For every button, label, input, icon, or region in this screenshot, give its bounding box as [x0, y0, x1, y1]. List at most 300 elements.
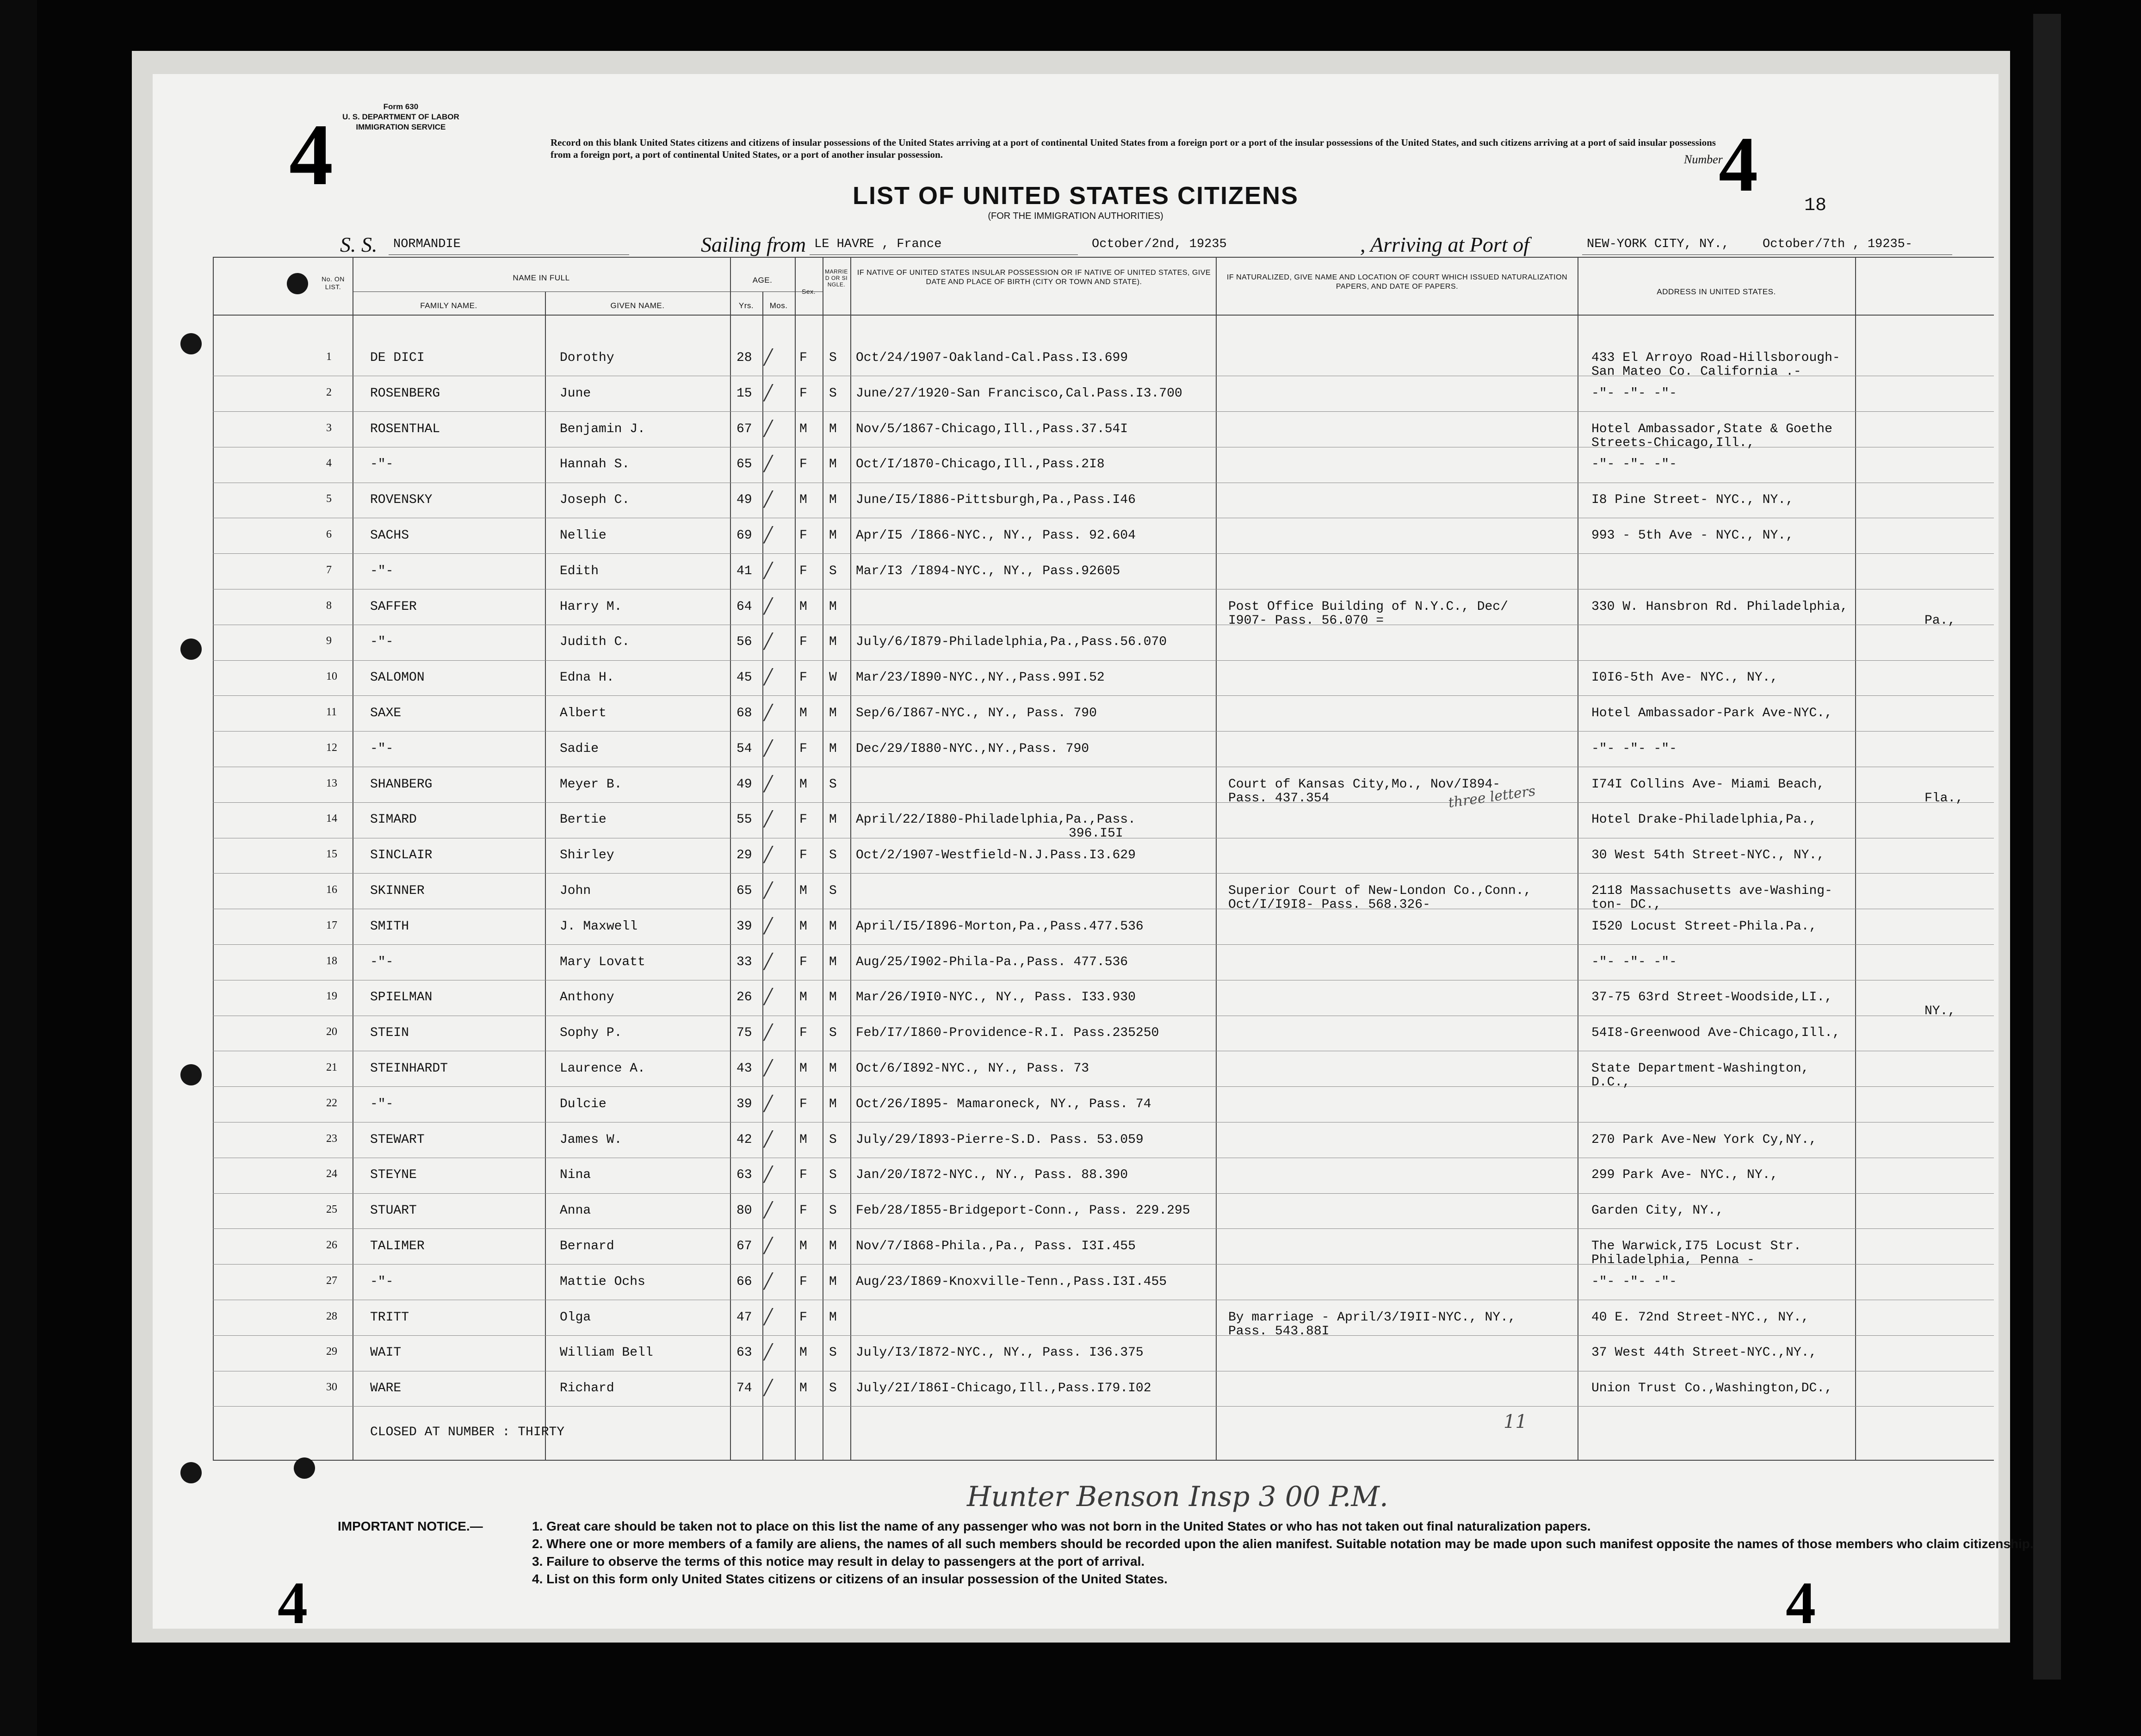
row-number: 14: [326, 812, 337, 825]
row-number: 25: [326, 1203, 337, 1216]
check-mark-icon: /: [764, 449, 772, 478]
marital-status: S: [829, 884, 837, 898]
given-name: Edith: [560, 564, 599, 578]
given-name: Nina: [560, 1168, 591, 1183]
family-name: -"-: [370, 1274, 394, 1289]
birth-details: Aug/23/I869-Knoxville-Tenn.,Pass.I3I.455: [856, 1274, 1167, 1289]
address-cont: D.C.,: [1591, 1075, 1631, 1090]
marital-status: M: [829, 635, 837, 650]
departure-date: [1092, 237, 1227, 251]
marital-status: M: [829, 955, 837, 969]
family-name: STEINHARDT: [370, 1061, 448, 1076]
check-mark-icon: /: [764, 1231, 772, 1260]
birth-details: April/22/I880-Philadelphia,Pa.,Pass.: [856, 812, 1136, 827]
check-mark-icon: /: [764, 378, 772, 407]
marital-status: S: [829, 1203, 837, 1218]
col-rule: [1216, 257, 1217, 1460]
form-number-bottom-left: 4: [278, 1570, 308, 1637]
sex: F: [799, 812, 807, 827]
address: 54I8-Greenwood Ave-Chicago,Ill.,: [1591, 1026, 1840, 1041]
age-years: 63: [736, 1168, 752, 1183]
family-name: SIMARD: [370, 812, 417, 827]
sex: M: [799, 777, 807, 792]
address: 330 W. Hansbron Rd. Philadelphia,: [1591, 599, 1848, 614]
marital-status: S: [829, 1345, 837, 1360]
birth-details-cont: 396.I5I: [1069, 826, 1123, 841]
number-label: Number: [1684, 153, 1723, 166]
family-name: SPIELMAN: [370, 990, 433, 1005]
naturalization: Superior Court of New-London Co.,Conn.,: [1228, 884, 1532, 898]
check-mark-icon: /: [764, 521, 772, 549]
given-name: William Bell: [560, 1345, 653, 1360]
given-name: Shirley: [560, 848, 614, 863]
marital-status: S: [829, 1132, 837, 1147]
notice-item: 2. Where one or more members of a family are aliens, the names of all such members should be recorded upon the alien manifest. Suitable notation may be made upon such manifest opposite the names of those members who claim citizenship.: [532, 1537, 2034, 1551]
age-years: 55: [736, 812, 752, 827]
marital-status: M: [829, 422, 837, 436]
address: The Warwick,I75 Locust Str.: [1591, 1239, 1801, 1253]
header-family-name: FAMILY NAME.: [420, 301, 477, 310]
sex: M: [799, 1239, 807, 1253]
row-rule: [213, 411, 1994, 412]
row-number: 6: [326, 528, 332, 540]
marital-status: M: [829, 919, 837, 934]
ship-name: NORMANDIE: [393, 237, 461, 251]
marital-status: M: [829, 528, 837, 543]
birth-details: Aug/25/I902-Phila-Pa.,Pass. 477.536: [856, 955, 1128, 969]
family-name: -"-: [370, 1097, 394, 1111]
family-name: ROSENBERG: [370, 386, 440, 401]
sex: F: [799, 386, 807, 401]
marital-status: S: [829, 386, 837, 401]
col-rule: [762, 291, 763, 1460]
marital-status: M: [829, 706, 837, 720]
birth-details: July/6/I879-Philadelphia,Pa.,Pass.56.070: [856, 635, 1167, 650]
arriving-label: , Arriving at Port of: [1360, 233, 1529, 256]
address: State Department-Washington,: [1591, 1061, 1809, 1076]
marital-status: M: [829, 599, 837, 614]
notice-item: 1. Great care should be taken not to place on this list the name of any passenger who was not born in the United States or who has not taken out final naturalization papers.: [532, 1519, 1591, 1533]
row-rule: [213, 1406, 1994, 1407]
given-name: Anthony: [560, 990, 614, 1005]
form-id-line: U. S. DEPARTMENT OF LABOR: [342, 112, 459, 121]
arrival-year: 35-: [1890, 237, 1913, 251]
row-rule: [213, 553, 1994, 554]
family-name: STEIN: [370, 1026, 409, 1041]
sex: F: [799, 1026, 807, 1041]
inspector-signature: Hunter Benson Insp 3 00 P.M.: [967, 1481, 1388, 1513]
address: Hotel Ambassador-Park Ave-NYC.,: [1591, 706, 1832, 720]
given-name: Bertie: [560, 812, 606, 827]
address: -"- -"- -"-: [1591, 955, 1677, 969]
given-name: Olga: [560, 1310, 591, 1325]
family-name: TALIMER: [370, 1239, 425, 1253]
row-number: 24: [326, 1168, 337, 1180]
family-name: WAIT: [370, 1345, 402, 1360]
age-years: 41: [736, 564, 752, 578]
sex: F: [799, 848, 807, 863]
birth-details: Mar/I3 /I894-NYC., NY., Pass.92605: [856, 564, 1120, 578]
naturalization: By marriage - April/3/I9II-NYC., NY.,: [1228, 1310, 1516, 1325]
marital-status: W: [829, 670, 837, 685]
birth-details: Feb/28/I855-Bridgeport-Conn., Pass. 229.295: [856, 1203, 1190, 1218]
col-rule: [850, 257, 851, 1460]
birth-details: Oct/24/1907-Oakland-Cal.Pass.I3.699: [856, 351, 1128, 365]
birth-details: Oct/2/1907-Westfield-N.J.Pass.I3.629: [856, 848, 1136, 863]
check-mark-icon: /: [764, 556, 772, 585]
address: 299 Park Ave- NYC., NY.,: [1591, 1168, 1778, 1183]
sailing-label: Sailing from: [701, 233, 806, 256]
naturalization-cont: Pass. 543.88I: [1228, 1324, 1330, 1339]
header-sex: Sex.: [801, 288, 816, 295]
family-name: SKINNER: [370, 884, 425, 898]
naturalization-cont: Oct/I/I9I8- Pass. 568.326-: [1228, 898, 1430, 912]
row-number: 10: [326, 670, 337, 683]
sex: M: [799, 884, 807, 898]
birth-details: Sep/6/I867-NYC., NY., Pass. 790: [856, 706, 1097, 720]
given-name: Harry M.: [560, 599, 622, 614]
marital-status: S: [829, 1381, 837, 1396]
address: Hotel Ambassador,State & Goethe: [1591, 422, 1832, 436]
binder-hole: [294, 1457, 315, 1479]
header-address: ADDRESS IN UNITED STATES.: [1657, 287, 1776, 296]
address: 993 - 5th Ave - NYC., NY.,: [1591, 528, 1794, 543]
marital-status: M: [829, 457, 837, 472]
sex: F: [799, 741, 807, 756]
row-rule: [213, 660, 1994, 661]
birth-details: Nov/5/1867-Chicago,Ill.,Pass.37.54I: [856, 422, 1128, 436]
header-naturalized: IF NATURALIZED, GIVE NAME AND LOCATION OF COURT WHICH ISSUED NATURALIZATION PAPERS, AND DATE OF PAPERS.: [1226, 273, 1568, 291]
sex: F: [799, 528, 807, 543]
address: Union Trust Co.,Washington,DC.,: [1591, 1381, 1832, 1396]
birth-details: Jan/20/I872-NYC., NY., Pass. 88.390: [856, 1168, 1128, 1183]
family-name: ROSENTHAL: [370, 422, 440, 436]
form-identifier: [342, 102, 459, 132]
age-years: 67: [736, 422, 752, 436]
check-mark-icon: /: [764, 1302, 772, 1331]
sex: M: [799, 1132, 807, 1147]
sex: F: [799, 1274, 807, 1289]
given-name: Hannah S.: [560, 457, 630, 472]
form-id-line: IMMIGRATION SERVICE: [356, 123, 446, 131]
sex: F: [799, 1168, 807, 1183]
address-cont: Streets-Chicago,Ill.,: [1591, 435, 1755, 450]
given-name: John: [560, 884, 591, 898]
header-name-in-full: NAME IN FULL: [513, 273, 570, 282]
check-mark-icon: /: [764, 1196, 772, 1225]
binder-hole: [180, 1064, 202, 1085]
given-name: Dulcie: [560, 1097, 606, 1111]
address: I520 Locust Street-Phila.Pa.,: [1591, 919, 1817, 934]
row-rule: [213, 1335, 1994, 1336]
family-name: STEWART: [370, 1132, 425, 1147]
check-mark-icon: /: [764, 663, 772, 692]
given-name: Judith C.: [560, 635, 630, 650]
age-years: 65: [736, 884, 752, 898]
family-name: STEYNE: [370, 1168, 417, 1183]
row-number: 9: [326, 635, 332, 647]
port-of-departure: LE HAVRE , France: [814, 237, 942, 251]
given-name: Edna H.: [560, 670, 614, 685]
given-name: Nellie: [560, 528, 606, 543]
age-years: 80: [736, 1203, 752, 1218]
table-top-rule: [213, 257, 1994, 258]
row-rule: [213, 1193, 1994, 1194]
check-mark-icon: /: [764, 1160, 772, 1189]
row-number: 17: [326, 919, 337, 931]
marital-status: M: [829, 990, 837, 1005]
ss-label: S. S.: [340, 233, 377, 256]
age-years: 64: [736, 599, 752, 614]
sex: M: [799, 493, 807, 508]
form-number-top-left: 4: [289, 106, 333, 204]
naturalization: Post Office Building of N.Y.C., Dec/: [1228, 599, 1508, 614]
sex: M: [799, 422, 807, 436]
given-name: Bernard: [560, 1239, 614, 1253]
birth-details: Apr/I5 /I866-NYC., NY., Pass. 92.604: [856, 528, 1136, 543]
check-mark-icon: /: [764, 805, 772, 834]
address: Hotel Drake-Philadelphia,Pa.,: [1591, 812, 1817, 827]
birth-details: June/I5/I886-Pittsburgh,Pa.,Pass.I46: [856, 493, 1136, 508]
departure-year: 35: [1212, 237, 1227, 251]
row-number: 18: [326, 955, 337, 967]
voyage-line: [153, 222, 1999, 254]
birth-details: Nov/7/I868-Phila.,Pa., Pass. I3I.455: [856, 1239, 1136, 1253]
check-mark-icon: /: [764, 947, 772, 976]
birth-details: Oct/26/I895- Mamaroneck, NY., Pass. 74: [856, 1097, 1151, 1111]
given-name: Benjamin J.: [560, 422, 645, 436]
binding-right: [2033, 14, 2061, 1680]
age-years: 49: [736, 777, 752, 792]
check-mark-icon: /: [764, 1018, 772, 1047]
col-rule: [795, 257, 796, 1460]
marital-status: M: [829, 1310, 837, 1325]
notice-items: [532, 1518, 2059, 1588]
manifest-sheet: [153, 74, 2034, 1637]
age-years: 63: [736, 1345, 752, 1360]
page-subtitle: (FOR THE IMMIGRATION AUTHORITIES): [988, 211, 1163, 221]
birth-details: July/I3/I872-NYC., NY., Pass. I36.375: [856, 1345, 1144, 1360]
birth-details: Oct/6/I892-NYC., NY., Pass. 73: [856, 1061, 1089, 1076]
given-name: June: [560, 386, 591, 401]
header-bottom-rule: [213, 315, 1994, 316]
check-mark-icon: /: [764, 1124, 772, 1153]
age-years: 15: [736, 386, 752, 401]
address: I8 Pine Street- NYC., NY.,: [1591, 493, 1794, 508]
check-mark-icon: /: [764, 485, 772, 514]
check-mark-icon: /: [764, 1054, 772, 1082]
given-name: J. Maxwell: [560, 919, 638, 934]
check-mark-icon: /: [764, 876, 772, 905]
family-name: SAFFER: [370, 599, 417, 614]
family-name: -"-: [370, 457, 394, 472]
check-mark-icon: /: [764, 1338, 772, 1367]
margin-note: three letters: [1447, 782, 1537, 812]
address: 2118 Massachusetts ave-Washing-: [1591, 884, 1832, 898]
stamp-number: 11: [1504, 1411, 1527, 1432]
row-number: 2: [326, 386, 332, 398]
row-rule: [213, 731, 1994, 732]
address: -"- -"- -"-: [1591, 386, 1677, 401]
given-name: Mattie Ochs: [560, 1274, 645, 1289]
given-name: Sadie: [560, 741, 599, 756]
age-years: 39: [736, 919, 752, 934]
birth-details: Mar/23/I890-NYC.,NY.,Pass.99I.52: [856, 670, 1105, 685]
birth-details: Feb/I7/I860-Providence-R.I. Pass.235250: [856, 1026, 1159, 1041]
address-cont: San Mateo Co. California .-: [1591, 365, 1801, 379]
given-name: Joseph C.: [560, 493, 630, 508]
sex: F: [799, 351, 807, 365]
notice-item: 3. Failure to observe the terms of this notice may result in delay to passengers at the port of arrival.: [532, 1554, 1145, 1569]
row-rule: [213, 1228, 1994, 1229]
header-years: Yrs.: [738, 301, 754, 310]
birth-details: July/29/I893-Pierre-S.D. Pass. 53.059: [856, 1132, 1144, 1147]
marital-status: M: [829, 741, 837, 756]
row-number: 8: [326, 599, 332, 612]
marital-status: S: [829, 351, 837, 365]
form-number-top-right: 4: [1719, 121, 1758, 208]
family-name: SHANBERG: [370, 777, 433, 792]
sex: F: [799, 670, 807, 685]
age-years: 68: [736, 706, 752, 720]
col-rule: [545, 291, 546, 1460]
check-mark-icon: /: [764, 733, 772, 763]
marital-status: S: [829, 564, 837, 578]
row-number: 29: [326, 1345, 337, 1358]
row-number: 28: [326, 1310, 337, 1322]
sex: F: [799, 1203, 807, 1218]
naturalization-cont: Pass. 437.354: [1228, 791, 1330, 806]
naturalization: Court of Kansas City,Mo., Nov/I894-: [1228, 777, 1501, 792]
check-mark-icon: /: [764, 414, 772, 443]
family-name: SACHS: [370, 528, 409, 543]
birth-details: Mar/26/I9I0-NYC., NY., Pass. I33.930: [856, 990, 1136, 1005]
address-cont: Fla.,: [1924, 791, 1964, 806]
age-years: 74: [736, 1381, 752, 1396]
birth-details: July/2I/I86I-Chicago,Ill.,Pass.I79.I02: [856, 1381, 1151, 1396]
sex: M: [799, 1345, 807, 1360]
age-years: 65: [736, 457, 752, 472]
check-mark-icon: /: [764, 698, 772, 727]
age-years: 43: [736, 1061, 752, 1076]
port-of-arrival: NEW-YORK CITY, NY.,: [1587, 237, 1729, 251]
check-mark-icon: /: [764, 769, 772, 798]
sex: F: [799, 564, 807, 578]
header-given-name: GIVEN NAME.: [610, 301, 665, 310]
arrival-date-text: October/7th , 192: [1763, 237, 1890, 251]
given-name: Laurence A.: [560, 1061, 645, 1076]
check-mark-icon: /: [764, 840, 772, 869]
row-number: 30: [326, 1381, 337, 1394]
family-name: STUART: [370, 1203, 417, 1218]
given-name: Richard: [560, 1381, 614, 1396]
given-name: Anna: [560, 1203, 591, 1218]
family-name: DE DICI: [370, 351, 425, 365]
age-years: 66: [736, 1274, 752, 1289]
family-name: ROVENSKY: [370, 493, 433, 508]
address: -"- -"- -"-: [1591, 1274, 1677, 1289]
row-number: 22: [326, 1097, 337, 1109]
family-name: -"-: [370, 635, 394, 650]
instructions: Record on this blank United States citizens and citizens of insular possessions of the United States arriving at a port of continental United States from a foreign port or a port of the insular possessions of the United States, and such citizens arriving at a port of said insular possessions from a foreign port, a port of continental United States, or a port of another insular possession.: [551, 137, 1716, 160]
address: -"- -"- -"-: [1591, 741, 1677, 756]
age-years: 45: [736, 670, 752, 685]
closed-at-number: CLOSED AT NUMBER : THIRTY: [370, 1425, 565, 1439]
family-name: -"-: [370, 955, 394, 969]
age-years: 54: [736, 741, 752, 756]
sex: F: [799, 1310, 807, 1325]
row-number: 4: [326, 457, 332, 470]
age-years: 33: [736, 955, 752, 969]
birth-details: June/27/1920-San Francisco,Cal.Pass.I3.700: [856, 386, 1182, 401]
check-mark-icon: /: [764, 911, 772, 940]
marital-status: M: [829, 812, 837, 827]
sex: F: [799, 955, 807, 969]
address-cont: ton- DC.,: [1591, 898, 1662, 912]
address: -"- -"- -"-: [1591, 457, 1677, 472]
given-name: James W.: [560, 1132, 622, 1147]
address-cont: Pa.,: [1924, 613, 1956, 628]
binder-hole: [180, 1462, 202, 1483]
header-birth: IF NATIVE OF UNITED STATES INSULAR POSSESSION OR IF NATIVE OF UNITED STATES, GIVE DATE AND PLACE OF BIRTH (CITY OR TOWN AND STATE).: [857, 269, 1211, 286]
row-rule: [213, 802, 1994, 803]
age-years: 69: [736, 528, 752, 543]
family-name: TRITT: [370, 1310, 409, 1325]
sex: M: [799, 990, 807, 1005]
binder-hole: [287, 273, 308, 294]
age-years: 28: [736, 351, 752, 365]
family-name: WARE: [370, 1381, 402, 1396]
given-name: Albert: [560, 706, 606, 720]
check-mark-icon: /: [764, 982, 772, 1011]
row-number: 12: [326, 741, 337, 754]
sex: M: [799, 706, 807, 720]
departure-date-text: October/2nd, 192: [1092, 237, 1212, 251]
family-name: SAXE: [370, 706, 402, 720]
row-number: 27: [326, 1274, 337, 1287]
given-name: Sophy P.: [560, 1026, 622, 1041]
marital-status: S: [829, 848, 837, 863]
address: 270 Park Ave-New York Cy,NY.,: [1591, 1132, 1817, 1147]
family-name: -"-: [370, 741, 394, 756]
binding-left: [0, 0, 37, 1736]
address: 30 West 54th Street-NYC., NY.,: [1591, 848, 1825, 863]
marital-status: S: [829, 1168, 837, 1183]
age-years: 56: [736, 635, 752, 650]
sex: F: [799, 457, 807, 472]
notice-item: 4. List on this form only United States citizens or citizens of an insular possession of the United States.: [532, 1572, 1168, 1586]
address: 40 E. 72nd Street-NYC., NY.,: [1591, 1310, 1809, 1325]
subheader-rule: [353, 291, 823, 292]
form-number-bottom-right: 4: [1786, 1570, 1816, 1637]
family-name: SMITH: [370, 919, 409, 934]
row-number: 7: [326, 564, 332, 576]
row-number: 1: [326, 351, 332, 363]
row-number: 20: [326, 1026, 337, 1038]
check-mark-icon: /: [764, 591, 772, 620]
row-number: 21: [326, 1061, 337, 1073]
given-name: Meyer B.: [560, 777, 622, 792]
row-rule: [213, 944, 1994, 945]
row-number: 15: [326, 848, 337, 861]
age-years: 42: [736, 1132, 752, 1147]
marital-status: M: [829, 1239, 837, 1253]
row-rule: [213, 873, 1994, 874]
check-mark-icon: /: [764, 1089, 772, 1118]
sex: M: [799, 599, 807, 614]
family-name: SINCLAIR: [370, 848, 433, 863]
page-number: 18: [1804, 195, 1827, 216]
